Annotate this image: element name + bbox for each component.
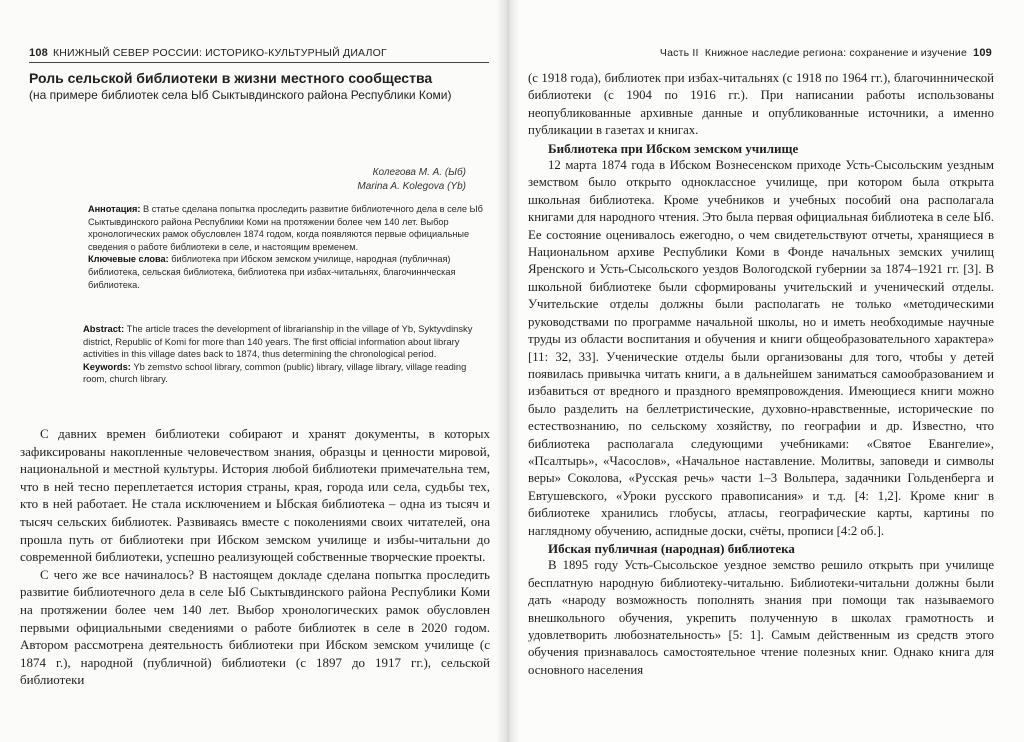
author-ru: Колегова М. А. (Ыб)	[372, 167, 466, 178]
abstract-en-label: Abstract:	[83, 323, 125, 334]
left-running-head-text: КНИЖНЫЙ СЕВЕР РОССИИ: ИСТОРИКО-КУЛЬТУРНЫЙ ДИАЛОГ	[52, 47, 387, 59]
keywords-en-block	[83, 361, 490, 386]
right-running-head-part: Часть II	[659, 47, 699, 59]
authors	[357, 166, 466, 194]
keywords-en-label: Keywords:	[83, 360, 131, 372]
right-body-text	[528, 70, 994, 679]
article-title: Роль сельской библиотеки в жизни местного сообщества	[29, 70, 433, 86]
article-subtitle: (на примере библиотек села Ыб Сыктывдинского района Республики Коми)	[29, 88, 452, 102]
left-header-rule	[29, 62, 489, 63]
author-en: Marina A. Kolegova (Yb)	[357, 181, 466, 192]
right-page-number: 109	[973, 47, 992, 59]
book-gutter	[496, 0, 520, 742]
section-heading-school-library: Библиотека при Ибском земском училище	[548, 140, 799, 156]
abstract-en	[83, 323, 490, 386]
right-running-head-text: Книжное наследие региона: сохранение и изучение	[704, 47, 968, 59]
article-title-block	[29, 70, 489, 103]
right-page	[506, 0, 1024, 742]
abstract-ru-block	[88, 203, 490, 253]
right-running-head	[660, 47, 992, 59]
keywords-ru-block	[88, 253, 490, 291]
left-page	[0, 0, 506, 742]
abstract-en-text: The article traces the development of librarianship in the village of Yb, Syktyvdinsky district, Republic of Komi for more than 140 years. The first official information about library activities in this village dates back to 1874, thus determining the chronological period.	[83, 323, 473, 360]
left-body-text	[20, 425, 490, 689]
left-page-number: 108	[29, 47, 48, 59]
abstract-ru-text: В статье сделана попытка проследить развитие библиотечного дела в селе Ыб Сыктывдинского района Республики Коми на протяжении более чем 140 лет. Выбор хронологических рамок обусловлен 1874 годом, когда появляются первые официальные сведения о работе библиотеки в селе, и настоящим временем.	[88, 204, 483, 252]
body-paragraph: 12 марта 1874 года в Ибском Вознесенском приходе Усть-Сысольским уездным земством было открыто одноклассное училище, при котором была открыта школьная библиотека. Кроме учебников и учебных пособий она располагала книгами для народного чтения. Это была первая официальная библиотека в селе Ыб. Ее состояние оценивалось ежегодно, о чем свидетельствуют отчеты, хранящиеся в Национальном архиве Республики Коми в Фонде начальных земских училищ Яренского и Усть-Сысольского уездов Вологодской губернии за 1874–1921 гг. [3]. В школьной библиотеке были сформированы учительский и ученический отделы. Учительские отделы должны были располагать не только «методическими руководствами по программе начальной школы, но и иметь необходимые научные труды из области воспитания и обучения и книги общеобразовательного характера» [11: 32, 33]. Ученические отделы были организованы для того, чтобы у детей появилась привычка читать книги, а в дальнейшем заниматься самообразованием и избавиться от вредного и праздного времяпровождения. Имеющиеся книги можно было разделить на беллетристические, духовно-нравственные, исторические по естествознанию, по сельскому хозяйству, по географии и др. Известно, что библиотека располагала следующими учебниками: «Святое Евангелие», «Псалтырь», «Часослов», «Начальное наставление. Молитвы, заповеди и символы веры» Соколова, «Русская речь» части 1–3 Вольпера, задачники Гольденберга и Евтушевского, «Уроки русского правописания» и т.д. [4: 1,2]. Кроме книг в библиотеке хранились глобусы, атласы, географические карты, картины по наглядному обучению, аспидные доски, счёты, прописи [4:2 об.].	[528, 158, 994, 538]
body-paragraph: С чего же все начиналось? В настоящем докладе сделана попытка проследить развитие библиотечного дела в селе Ыб Сыктывдинского района Республики Коми на протяжении более чем 140 лет. Выбор хронологических рамок обусловлен первыми официальными сведениями о работе библиотек в селе в 2020 годом. Автором рассмотрена деятельность библиотеки при Ибском земском училище (с 1874 г.), народной (публичной) библиотеки (с 1897 до 1917 гг.), сельской библиотеки	[20, 566, 490, 688]
abstract-en-block	[83, 323, 490, 361]
keywords-ru-label: Ключевые слова:	[88, 254, 169, 265]
body-paragraph: В 1895 году Усть-Сысольское уездное земство решило открыть при училище бесплатную народную библиотеку-читальню. Библиотеки-читальни должны были дать «народу возможность пополнять знания при помощи так называемого внешкольного обучения, укрепить полученную в школах грамотность и удовлетворить любознательность» [5: 1]. Самым действенным из средств этого обучения признавалось самостоятельное чтение полезных книг. Однако книга для основного населения	[528, 558, 994, 677]
left-running-head	[29, 47, 387, 59]
keywords-ru-text: библиотека при Ибском земском училище, народная (публичная) библиотека, сельская библиотека, библиотека при избах-читальнях, благочиннческая библиотека.	[88, 254, 456, 290]
abstract-ru	[88, 203, 490, 291]
abstract-ru-label: Аннотация:	[88, 204, 141, 214]
opening-paragraph: (с 1918 года), библиотек при избах-читальнях (с 1918 по 1964 гг.), благочиннической библиотеки (с 1904 по 1916 гг.). При написании работы использованы неопубликованные архивные данные и опубликованные источники, а именно публикации в газетах и книгах.	[528, 71, 994, 138]
section-heading-public-library: Ибская публичная (народная) библиотека	[548, 540, 795, 556]
keywords-en-text: Yb zemstvo school library, common (public) library, village library, village reading room, church library.	[83, 360, 467, 385]
body-paragraph: С давних времен библиотеки собирают и хранят документы, в которых зафиксированы накопленные человечеством знания, образцы и ценности мировой, национальной и местной культуры. История любой библиотеки примечательна тем, что в ней тесно переплетается история страны, края, города или села, судьбы тех, кто в ней работает. Не стала исключением и Ыбская библиотека – одна из тысяч и тысяч сельских библиотек. Развиваясь вместе с поколениями своих читателей, она прошла путь от библиотеки при Ибском земском училище и избы-читальни до современной библиотеки, успешно реализующей собственные творческие проекты.	[20, 426, 490, 565]
